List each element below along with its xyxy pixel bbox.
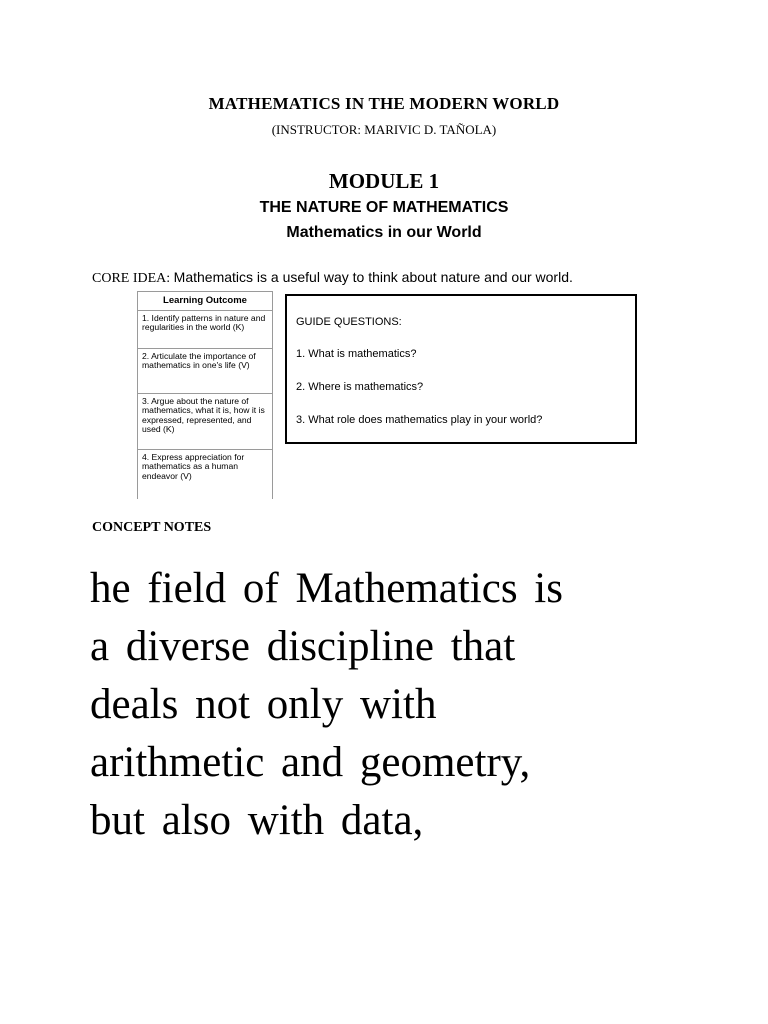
learning-outcome-header: Learning Outcome bbox=[138, 291, 272, 311]
paragraph-line: but also with data, bbox=[90, 797, 424, 844]
learning-outcome-item: 2. Articulate the importance of mathematics in one's life (V) bbox=[138, 349, 272, 394]
course-title: MATHEMATICS IN THE MODERN WORLD bbox=[208, 94, 560, 113]
paragraph-line: a diverse discipline that bbox=[90, 623, 516, 670]
core-idea bbox=[92, 269, 573, 287]
paragraph-line: deals not only with bbox=[90, 681, 437, 728]
paragraph-line: he field of Mathematics is bbox=[90, 565, 563, 612]
core-idea-text: Mathematics is a useful way to think about nature and our world. bbox=[173, 269, 573, 285]
concept-notes-paragraph bbox=[90, 560, 690, 850]
instructor-line: (INSTRUCTOR: MARIVIC D. TAÑOLA) bbox=[271, 122, 497, 137]
module-heading: MODULE 1 bbox=[328, 169, 440, 193]
topic-heading: THE NATURE OF MATHEMATICS bbox=[259, 199, 509, 216]
paragraph-line: arithmetic and geometry, bbox=[90, 739, 531, 786]
guide-questions-title: GUIDE QUESTIONS: bbox=[296, 316, 402, 328]
guide-question: 1. What is mathematics? bbox=[296, 348, 417, 360]
guide-questions-box bbox=[285, 294, 637, 444]
learning-outcome-item: 3. Argue about the nature of mathematics, what it is, how it is expressed, represented, and used (K) bbox=[138, 394, 272, 450]
learning-outcome-item: 1. Identify patterns in nature and regularities in the world (K) bbox=[138, 311, 272, 349]
concept-notes-title: CONCEPT NOTES bbox=[92, 520, 212, 535]
guide-question: 3. What role does mathematics play in your world? bbox=[296, 414, 543, 426]
subtopic-heading: Mathematics in our World bbox=[286, 224, 482, 241]
core-idea-label: CORE IDEA: bbox=[92, 271, 171, 286]
learning-outcome-table bbox=[137, 291, 273, 499]
guide-question: 2. Where is mathematics? bbox=[296, 381, 424, 393]
learning-outcome-item: 4. Express appreciation for mathematics as a human endeavor (V) bbox=[142, 452, 245, 481]
